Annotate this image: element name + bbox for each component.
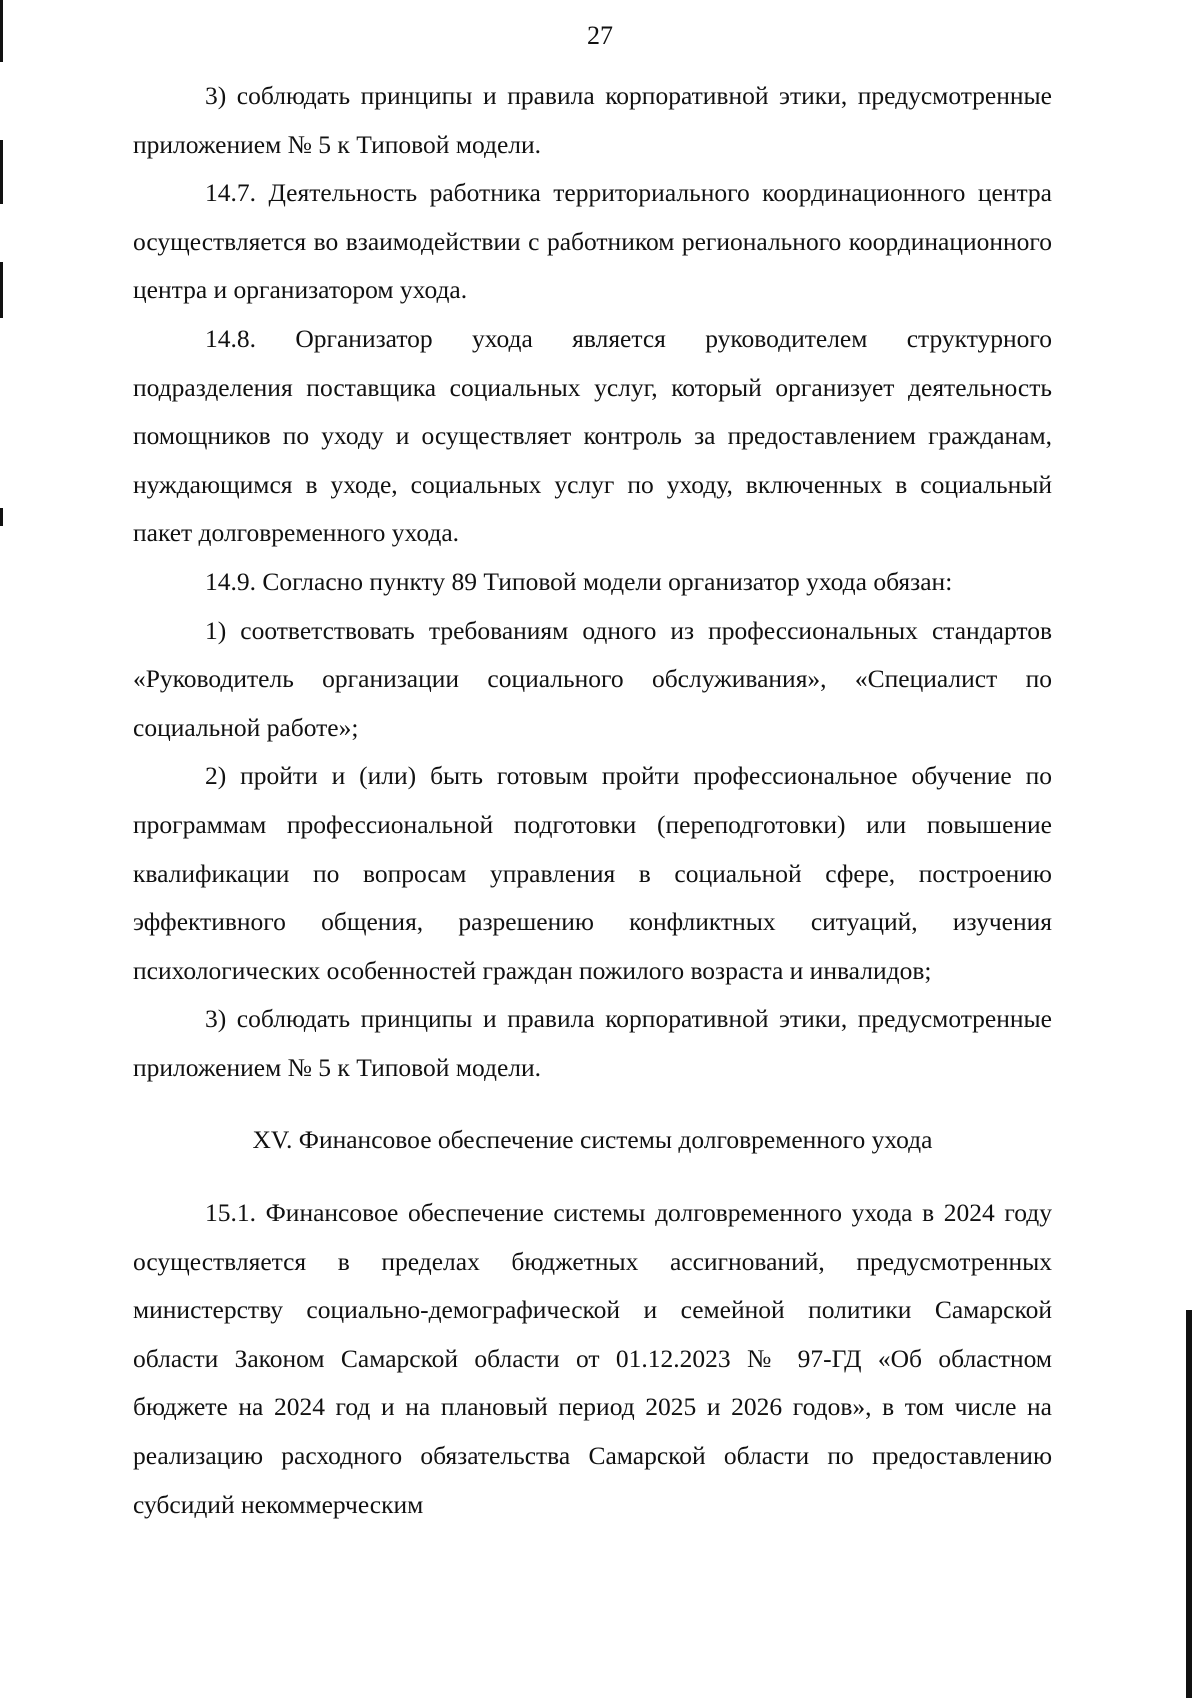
paragraph-clause-3-ethics: 3) соблюдать принципы и правила корпоративной этики, предусмотренные приложением № 5 к Типовой модели.	[133, 81, 1052, 159]
scan-edge-mark-left-3	[0, 508, 3, 526]
document-body	[133, 72, 1052, 1529]
paragraph-clause-2-training: 2) пройти и (или) быть готовым пройти профессиональное обучение по программам профессиональной подготовки (переподготовки) или повышение квалификации по вопросам управления в социальной сфере, построению эффективного общения, разрешению конфликтных ситуаций, изучения психологических особенностей граждан пожилого возраста и инвалидов;	[133, 761, 1052, 985]
paragraph-14-9: 14.9. Согласно пункту 89 Типовой модели организатор ухода обязан:	[205, 566, 953, 596]
scan-edge-mark-left-2	[0, 262, 3, 318]
scan-edge-mark-right	[1186, 1310, 1192, 1698]
section-heading-xv: XV. Финансовое обеспечение системы долговременного ухода	[252, 1125, 933, 1155]
paragraph-clause-1-standards: 1) соответствовать требованиям одного из профессиональных стандартов «Руководитель организации социального обслуживания», «Специалист по социальной работе»;	[133, 615, 1052, 742]
paragraph-14-7: 14.7. Деятельность работника территориального координационного центра осуществляется во взаимодействии с работником регионального координационного центра и организатором ухода.	[133, 178, 1052, 305]
scan-edge-mark-left-1	[0, 140, 3, 204]
paragraph-clause-3-ethics-repeat: 3) соблюдать принципы и правила корпоративной этики, предусмотренные приложением № 5 к Типовой модели.	[133, 1004, 1052, 1082]
paragraph-14-8: 14.8. Организатор ухода является руководителем структурного подразделения поставщика социальных услуг, который организует деятельность помощников по уходу и осуществляет контроль за предоставлением гражданам, нуждающимся в уходе, социальных услуг по уходу, включенных в социальный пакет долговременного ухода.	[133, 323, 1052, 548]
paragraph-15-1: 15.1. Финансовое обеспечение системы долговременного ухода в 2024 году осуществляется в пределах бюджетных ассигнований, предусмотренных министерству социально-демографической и семейной политики Самарской области Законом Самарской области от 01.12.2023 № 97-ГД «Об областном бюджете на 2024 год и на плановый период 2025 и 2026 годов», в том числе на реализацию расходного обязательства Самарской области по предоставлению субсидий некоммерческим	[133, 1198, 1052, 1519]
page-number: 27	[587, 21, 613, 50]
